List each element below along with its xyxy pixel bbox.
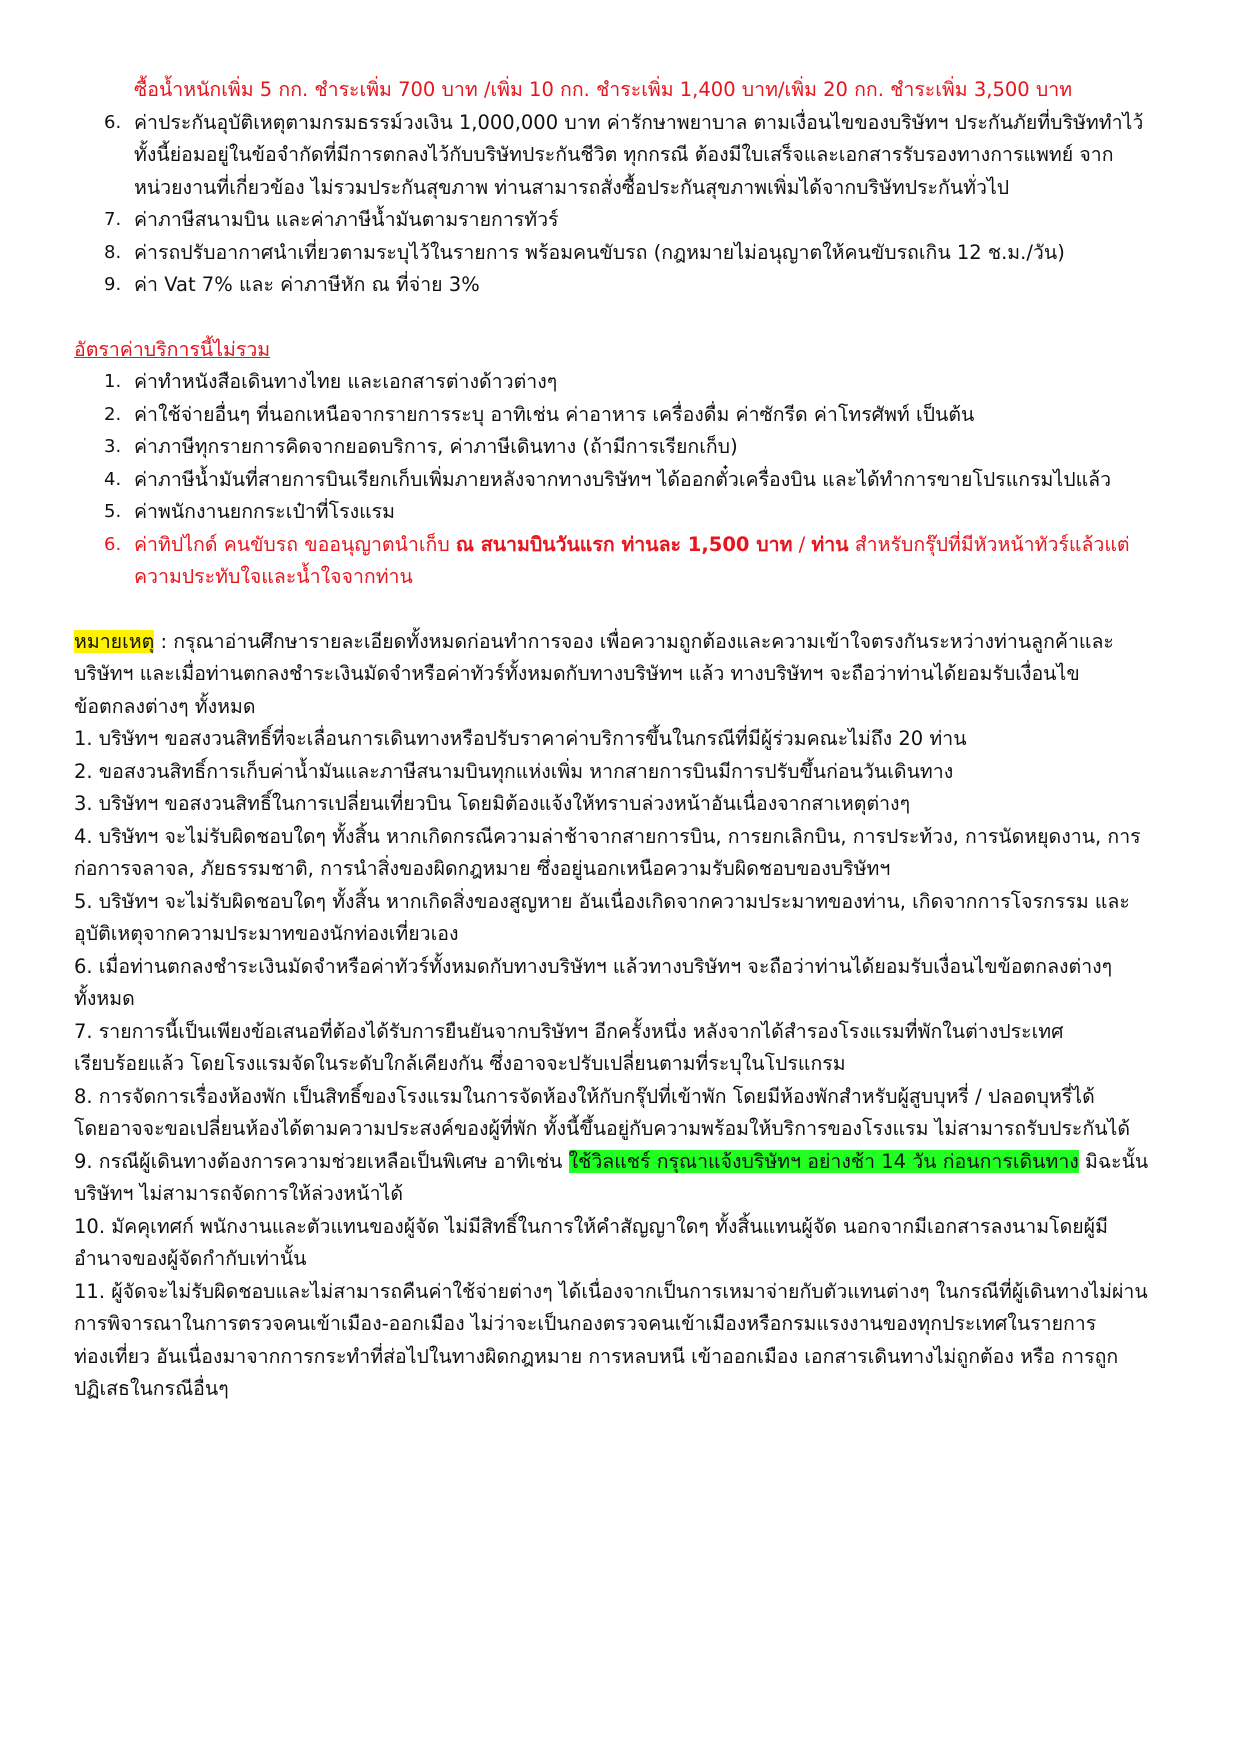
notes-line: ก่อการจลาจล, ภัยธรรมชาติ, การนำสิ่งของผิดกฎหมาย ซึ่งอยู่นอกเหนือความรับผิดชอบของบริษัทฯ: [74, 857, 891, 880]
notes-line: 2. ขอสงวนสิทธิ์การเก็บค่าน้ำมันและภาษีสนามบินทุกแห่งเพิ่ม หากสายการบินมีการปรับขึ้นก่อนวันเดินทาง: [74, 759, 954, 783]
item-number: 6.: [104, 533, 122, 555]
notes-line: บริษัทฯ ไม่สามารถจัดการให้ล่วงหน้าได้: [74, 1182, 404, 1205]
included-list: [74, 107, 1170, 302]
notes-section: [74, 626, 1170, 1406]
item-line: ค่าประกันอุบัติเหตุตามกรมธรรม์วงเงิน 1,000,000 บาท ค่ารักษาพยาบาล ตามเงื่อนไขของบริษัทฯ ประกันภัยที่บริษัททำไว้: [134, 110, 1144, 134]
notes-line: บริษัทฯ และเมื่อท่านตกลงชำระเงินมัดจำหรือค่าทัวร์ทั้งหมดกับทางบริษัทฯ แล้ว ทางบริษัทฯ จะถือว่าท่านได้ยอมรับเงื่อนไข: [74, 662, 1080, 685]
notes-line: 4. บริษัทฯ จะไม่รับผิดชอบใดๆ ทั้งสิ้น หากเกิดกรณีความล่าช้าจากสายการบิน, การยกเลิกบิน, การประท้วง, การนัดหยุดงาน, การ: [74, 824, 1141, 848]
notes-line: การพิจารณาในการตรวจคนเข้าเมือง-ออกเมือง ไม่ว่าจะเป็นกองตรวจคนเข้าเมืองหรือกรมแรงงานของทุกประเทศในรายการ: [74, 1312, 1097, 1335]
included-item-8: [74, 237, 1170, 270]
excluded-item-4: [74, 464, 1170, 497]
item-line: ค่ารถปรับอากาศนำเที่ยวตามระบุไว้ในรายการ พร้อมคนขับรถ (กฎหมายไม่อนุญาตให้คนขับรถเกิน 12 ช.ม./วัน): [134, 240, 1065, 264]
item-text: ค่าภาษีทุกรายการคิดจากยอดบริการ, ค่าภาษีเดินทาง (ถ้ามีการเรียกเก็บ): [134, 435, 738, 458]
item-text: ค่าใช้จ่ายอื่นๆ ที่นอกเหนือจากรายการระบุ อาทิเช่น ค่าอาหาร เครื่องดื่ม ค่าซักรีด ค่าโทรศัพท์ เป็นต้น: [134, 402, 975, 426]
spacer: [74, 594, 1170, 626]
item-line: ค่าภาษีสนามบิน และค่าภาษีน้ำมันตามรายการทัวร์: [134, 208, 559, 231]
notes-line: ทั้งหมด: [74, 987, 135, 1010]
item-text: ค่าพนักงานยกกระเป๋าที่โรงแรม: [134, 500, 395, 523]
item-number: 5.: [104, 501, 122, 522]
notes-line: 3. บริษัทฯ ขอสงวนสิทธิ์ในการเปลี่ยนเที่ยวบิน โดยมิต้องแจ้งให้ทราบล่วงหน้าอันเนื่องจากสาเหตุต่างๆ: [74, 792, 911, 815]
excluded-item-2: [74, 399, 1170, 432]
baggage-weight-line: ซื้อน้ำหนักเพิ่ม 5 กก. ชำระเพิ่ม 700 บาท /เพิ่ม 10 กก. ชำระเพิ่ม 1,400 บาท/เพิ่ม 20 กก. ชำระเพิ่ม 3,500 บาท: [134, 78, 1073, 101]
notes-line: 7. รายการนี้เป็นเพียงข้อเสนอที่ต้องได้รับการยืนยันจากบริษัทฯ อีกครั้งหนึ่ง หลังจากได้สำรองโรงแรมที่พักในต่างประเทศ: [74, 1019, 1064, 1043]
item-number: 6.: [104, 111, 122, 133]
note9-highlight: ใช้วิลแชร์ กรุณาแจ้งบริษัทฯ อย่างช้า 14 วัน ก่อนการเดินทาง: [568, 1149, 1079, 1173]
notes-line: 8. การจัดการเรื่องห้องพัก เป็นสิทธิ์ของโรงแรมในการจัดห้องให้กับกรุ๊ปที่เข้าพัก โดยมีห้องพักสำหรับผู้สูบบุหรี่ / ปลอดบุหรี่ได้: [74, 1084, 1095, 1108]
excluded-section-title: อัตราค่าบริการนี้ไม่รวม: [74, 337, 271, 361]
item-number: 7.: [104, 209, 122, 230]
notes-line: 11. ผู้จัดจะไม่รับผิดชอบและไม่สามารถคืนค่าใช้จ่ายต่างๆ ได้เนื่องจากเป็นการเหมาจ่ายกับตัวแทนต่างๆ ในกรณีที่ผู้เดินทางไม่ผ่าน: [74, 1279, 1148, 1303]
document-page: [74, 74, 1170, 1406]
tip-bold-per: ท่าน: [811, 532, 849, 556]
item-text: ค่าภาษีน้ำมันที่สายการบินเรียกเก็บเพิ่มภายหลังจากทางบริษัทฯ ได้ออกตั๋วเครื่องบิน และได้ทำการขายโปรแกรมไปแล้ว: [134, 467, 1112, 491]
notes-line: 10. มัคคุเทศก์ พนักงานและตัวแทนของผู้จัด ไม่มีสิทธิ์ในการให้คำสัญญาใดๆ ทั้งสิ้นแทนผู้จัด นอกจากมีเอกสารลงนามโดยผู้มี: [74, 1214, 1108, 1238]
notes-line: 1. บริษัทฯ ขอสงวนสิทธิ์ที่จะเลื่อนการเดินทางหรือปรับราคาค่าบริการขึ้นในกรณีที่มีผู้ร่วมคณะไม่ถึง 20 ท่าน: [74, 727, 967, 750]
excluded-item-3: [74, 431, 1170, 464]
included-item-7: [74, 204, 1170, 237]
item-line: หน่วยงานที่เกี่ยวข้อง ไม่รวมประกันสุขภาพ ท่านสามารถสั่งซื้อประกันสุขภาพเพิ่มได้จากบริษัทประกันทั่วไป: [134, 175, 1010, 199]
item-number: 4.: [104, 468, 122, 490]
item-line: ค่า Vat 7% และ ค่าภาษีหัก ณ ที่จ่าย 3%: [134, 273, 480, 296]
excluded-list: [74, 366, 1170, 594]
tip-bold-amount: ณ สนามบินวันแรก ท่านละ 1,500 บาท: [455, 532, 793, 556]
tip-line-2: ความประทับใจและน้ำใจจากท่าน: [134, 565, 413, 588]
note9-pre: 9. กรณีผู้เดินทางต้องการความช่วยเหลือเป็นพิเศษ อาทิเช่น: [74, 1149, 569, 1173]
excluded-item-1: [74, 366, 1170, 399]
notes-line: เรียบร้อยแล้ว โดยโรงแรมจัดในระดับใกล้เคียงกัน ซึ่งอาจจะปรับเปลี่ยนตามที่ระบุในโปรแกรม: [74, 1052, 846, 1075]
notes-intro-line: [74, 626, 1114, 659]
notes-intro-text: : กรุณาอ่านศึกษารายละเอียดทั้งหมดก่อนทำการจอง เพื่อความถูกต้องและความเข้าใจตรงกันระหว่างท่านลูกค้าและ: [154, 629, 1114, 653]
item-number: 3.: [104, 436, 122, 457]
tip-text: /: [792, 532, 812, 556]
item-number: 9.: [104, 274, 122, 295]
notes-line: 5. บริษัทฯ จะไม่รับผิดชอบใดๆ ทั้งสิ้น หากเกิดสิ่งของสูญหาย อันเนื่องเกิดจากความประมาทของท่าน, เกิดจากการโจรกรรม และ: [74, 889, 1130, 913]
item-number: 1.: [104, 371, 122, 392]
notes-line: อำนาจของผู้จัดกำกับเท่านั้น: [74, 1247, 307, 1270]
included-item-9: [74, 269, 1170, 302]
tip-text: ค่าทิปไกด์ คนขับรถ ขออนุญาตนำเก็บ: [134, 532, 456, 556]
item-number: 8.: [104, 241, 122, 263]
item-line: ทั้งนี้ย่อมอยู่ในข้อจำกัดที่มีการตกลงไว้กับบริษัทประกันชีวิต ทุกกรณี ต้องมีใบเสร็จและเอกสารรับรองทางการแพทย์ จาก: [134, 143, 1114, 166]
notes-label: หมายเหตุ: [74, 629, 155, 653]
excluded-item-5: [74, 496, 1170, 529]
included-item-6: [74, 107, 1170, 205]
notes-line: ปฏิเสธในกรณีอื่นๆ: [74, 1377, 229, 1400]
item-number: 2.: [104, 403, 122, 425]
notes-line-9: [74, 1146, 1148, 1179]
tip-line-1: [134, 529, 1130, 562]
notes-line: ข้อตกลงต่างๆ ทั้งหมด: [74, 694, 256, 718]
notes-line: ท่องเที่ยว อันเนื่องมาจากการกระทำที่ส่อไปในทางผิดกฎหมาย การหลบหนี เข้าออกเมือง เอกสารเดินทางไม่ถูกต้อง หรือ การถูก: [74, 1344, 1119, 1368]
notes-line: อุบัติเหตุจากความประมาทของนักท่องเที่ยวเอง: [74, 922, 459, 945]
item-text: ค่าทำหนังสือเดินทางไทย และเอกสารต่างด้าวต่างๆ: [134, 370, 558, 393]
excluded-item-6-tip: [74, 529, 1170, 594]
tip-text: สำหรับกรุ๊ปที่มีหัวหน้าทัวร์แล้วแต่: [848, 532, 1130, 556]
notes-line: 6. เมื่อท่านตกลงชำระเงินมัดจำหรือค่าทัวร์ทั้งหมดกับทางบริษัทฯ แล้วทางบริษัทฯ จะถือว่าท่านได้ยอมรับเงื่อนไขข้อตกลงต่างๆ: [74, 954, 1113, 978]
notes-line: โดยอาจจะขอเปลี่ยนห้องได้ตามความประสงค์ของผู้ที่พัก ทั้งนี้ขึ้นอยู่กับความพร้อมให้บริการของโรงแรม ไม่สามารถรับประกันได้: [74, 1117, 1130, 1140]
note9-post: มิฉะนั้น: [1078, 1149, 1149, 1173]
